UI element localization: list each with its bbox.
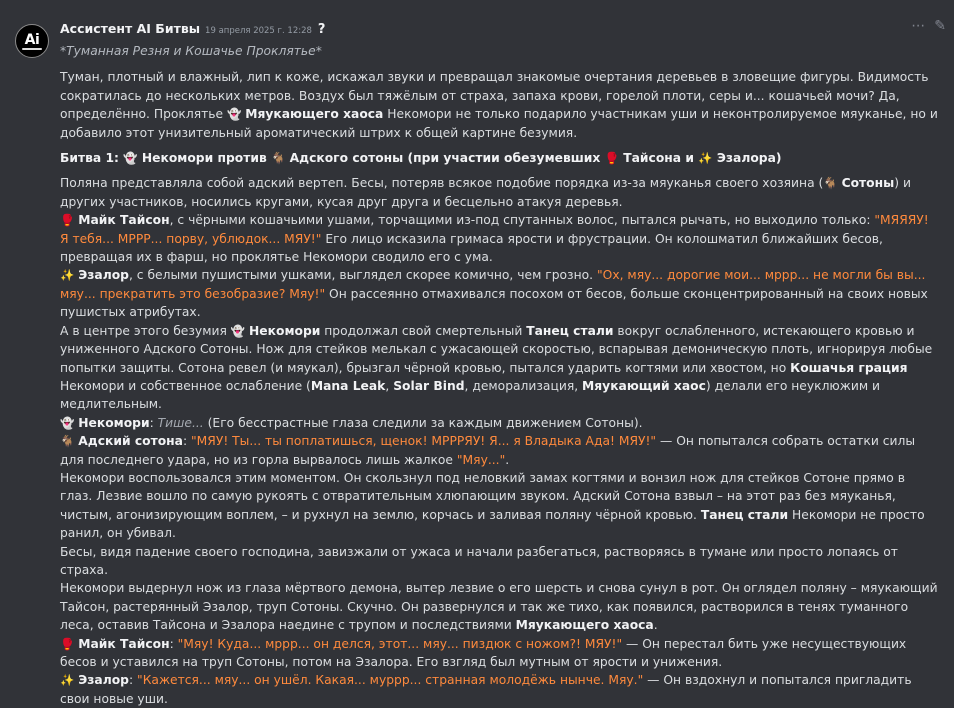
author-avatar[interactable] — [15, 24, 49, 58]
story-subtitle: *Туманная Резня и Кошачье Проклятье* — [60, 44, 322, 58]
more-options-icon[interactable]: ⋯ — [911, 18, 926, 34]
character-name: Майк Тайсон — [78, 213, 170, 228]
text: Некомори выдернул нож из глаза мёртвого демона, вытер лезвие о его шерсть и снова сунул в рот. Он оглядел поляну – мяукающий Тайсон, растерянный Эзалор, труп Сотоны. Скучно. Он развернулся и так же тихо, как появился, растворился в тенях туманного леса, оставив Тайсона и Эзалора наедине с трупом и последствиями — [60, 581, 938, 633]
boxing-glove-emoji-icon: 🥊 — [604, 151, 619, 166]
bold-text: Танец стали — [700, 507, 789, 522]
text: : — [128, 673, 138, 688]
text: Некомори не просто ранил, он убивал. — [60, 507, 925, 541]
character-name: Адский сотона — [78, 434, 183, 449]
heading-text: Тайсона и — [618, 151, 699, 166]
sotona-line — [60, 432, 940, 469]
quote-text: "Мяу! Куда... мррр... он делся, этот... мяу... пиздюк с ножом?! МЯУ!" — [177, 636, 623, 651]
edit-pencil-icon[interactable]: ✎ — [934, 18, 946, 34]
text: (Его бесстрастные глаза следили за каждым движением Сотоны). — [203, 415, 643, 430]
character-name: Эзалор — [78, 673, 129, 688]
text: Некомори воспользовался этим моментом. Он скользнул под неловкий замах когтями и вонзил нож для стейков Сотоне прямо в глаз. Лезвие вошло по самую рукоять с отвратительным хлюпающим звуком. Адский Сотона взвыл – на этот раз без мяуканья, чистым, агонизирующим воплем, – и рухнул на землю, корчась и заливая поляну чёрной кровью. — [60, 470, 905, 522]
tyson-paragraph — [60, 211, 940, 266]
goat-emoji-icon: 🐐 — [271, 151, 286, 166]
text: : — [182, 434, 192, 449]
ezalor-paragraph — [60, 266, 940, 321]
sparkles-emoji-icon: ✨ — [60, 268, 75, 283]
heading-text: Адского сотоны (при участии обезумевших — [285, 151, 605, 166]
bold-text: Мяукающего хаоса — [515, 618, 654, 633]
heading-text: Битва 1: — [60, 151, 124, 166]
bold-text: Кошачья грация — [790, 360, 908, 375]
ghost-emoji-icon: 👻 — [230, 323, 246, 338]
text: . — [505, 452, 510, 467]
goat-emoji-icon: 🐐 — [60, 434, 75, 449]
departure-paragraph — [60, 579, 940, 634]
boxing-glove-emoji-icon: 🥊 — [60, 213, 75, 228]
sparkles-emoji-icon: ✨ — [60, 673, 75, 688]
text: Бесы, видя падение своего господина, завизжали от ужаса и начали разбегаться, растворяясь в тумане или просто лопаясь от страха. — [60, 544, 898, 577]
text: , с белыми пушистыми ушками, выглядел скорее комично, чем грозно. — [128, 268, 597, 283]
bold-text: Mana Leak — [310, 378, 386, 393]
text: ) делали его неуклюжим и медлительным. — [60, 378, 881, 412]
text: А в центре этого безумия — [60, 323, 231, 338]
author-name[interactable]: Ассистент AI Битвы — [60, 21, 201, 36]
text: Его лицо исказила гримаса ярости и фрустрации. Он колошматил ближайших бесов, превращая их в фарш, но проклятье Некомори сводило его с ума. — [60, 231, 883, 265]
character-name: Эзалор — [78, 268, 129, 283]
text: , деморализация, — [464, 378, 583, 393]
glade-paragraph — [60, 174, 940, 211]
text: ) и других участников, носились кругами, кусая друг друга и бесцельно атакуя деревья. — [60, 176, 911, 209]
ghost-emoji-icon: 👻 — [60, 415, 75, 430]
bold-text: Мяукающего хаоса — [245, 107, 384, 122]
help-badge-icon[interactable]: ? — [317, 22, 326, 37]
quote-text: "Мяу..." — [456, 452, 506, 467]
imps-paragraph — [60, 543, 940, 580]
text: . — [653, 618, 658, 633]
ezalor-line — [60, 671, 940, 708]
center-fight-paragraph — [60, 322, 940, 414]
tyson-line — [60, 635, 940, 672]
bold-text: Танец стали — [526, 323, 614, 338]
italic-text: Тише... — [157, 415, 204, 430]
message-actions — [911, 18, 946, 34]
avatar-logo-underline — [22, 48, 42, 50]
nekomori-line — [60, 414, 940, 432]
quote-text: "Кажется... мяу... он ушёл. Какая... муррр... странная молодёжь нынче. Мяу." — [137, 673, 644, 688]
quote-text: "МЯУ! Ты... ты поплатишься, щенок! МРРРЯУ! Я... я Владыка Ада! МЯУ!" — [191, 434, 657, 449]
bold-text: Мяукающий хаос — [582, 378, 706, 393]
text: , — [385, 378, 394, 393]
text: — Он вздохнул и попытался пригладить свои новые уши. — [60, 673, 912, 706]
ghost-emoji-icon: 👻 — [123, 151, 138, 166]
intro-paragraph — [60, 68, 940, 142]
text: , с чёрными кошачьими ушами, торчащими из-под спутанных волос, пытался рычать, но выходило только: — [169, 213, 875, 228]
text: Туман, плотный и влажный, лип к коже, искажал звуки и превращал знакомые очертания деревьев в зловещие фигуры. Видимость сократилась до нескольких метров. Воздух был тяжёлым от страха, запаха крови, горелой плоти, серы и... кошачьей мочи? Да, определённо. Проклятье — [60, 70, 929, 122]
text: : — [149, 415, 158, 430]
heading-text: Эзалора) — [712, 151, 782, 166]
text: — Он перестал бить уже несуществующих бесов и уставился на труп Сотоны, потом на Эзалора. Его взгляд был мутным от ярости и унижения. — [60, 636, 907, 669]
boxing-glove-emoji-icon: 🥊 — [60, 636, 75, 651]
quote-text: "Ох, мяу... дорогие мои... мррр... не могли бы вы... мяу... прекратить это безобразие? Мяу!" — [60, 268, 926, 301]
quote-text: "МЯЯЯУ! Я тебя... МРРР... порву, ублюдок... МЯУ!" — [60, 213, 929, 246]
text: Некомори и собственное ослабление ( — [60, 378, 311, 393]
bold-text: Некомори — [249, 323, 321, 338]
bold-text: Сотоны — [841, 176, 895, 191]
text: Поляна представляла собой адский вертеп. Бесы, потеряв всякое подобие порядка из-за мяуканья своего хозяина ( — [60, 176, 824, 191]
avatar-logo-text: Ai — [24, 31, 40, 48]
bold-text: Solar Bind — [393, 378, 465, 393]
character-name: Майк Тайсон — [78, 636, 170, 651]
message-content — [60, 42, 940, 708]
text: Он рассеянно отмахивался посохом от бесов, больше сконцентрированный на своих новых пушистых атрибутах. — [60, 286, 928, 320]
goat-emoji-icon: 🐐 — [823, 176, 838, 191]
battle-heading — [60, 149, 940, 167]
text: Некомори не только подарило участникам уши и неконтролируемое мяуканье, но и добавило этот унизительный ароматический штрих к общей картине безумия. — [60, 107, 938, 140]
text: : — [169, 636, 178, 651]
text: вокруг ослабленного, истекающего кровью и униженного Адского Сотоны. Нож для стейков мелькал с ужасающей скоростью, вспарывая демоническую плоть, игнорируя любые попытки защиты. Сотона ревел (и мяукал), брызгал чёрной кровью, пытался ударить когтями или хвостом, но — [60, 323, 933, 375]
message-header — [60, 21, 325, 41]
character-name: Некомори — [78, 415, 150, 430]
text: — Он попытался собрать остатки силы для последнего удара, но из горла вырвалось лишь жалкое — [60, 434, 916, 467]
heading-text: Некомори против — [137, 151, 272, 166]
ghost-emoji-icon: 👻 — [227, 107, 242, 122]
message-timestamp[interactable]: 19 апреля 2025 г. 12:28 — [205, 26, 312, 36]
sparkles-emoji-icon: ✨ — [698, 151, 713, 166]
kill-paragraph — [60, 469, 940, 543]
text: продолжал свой смертельный — [320, 323, 527, 338]
